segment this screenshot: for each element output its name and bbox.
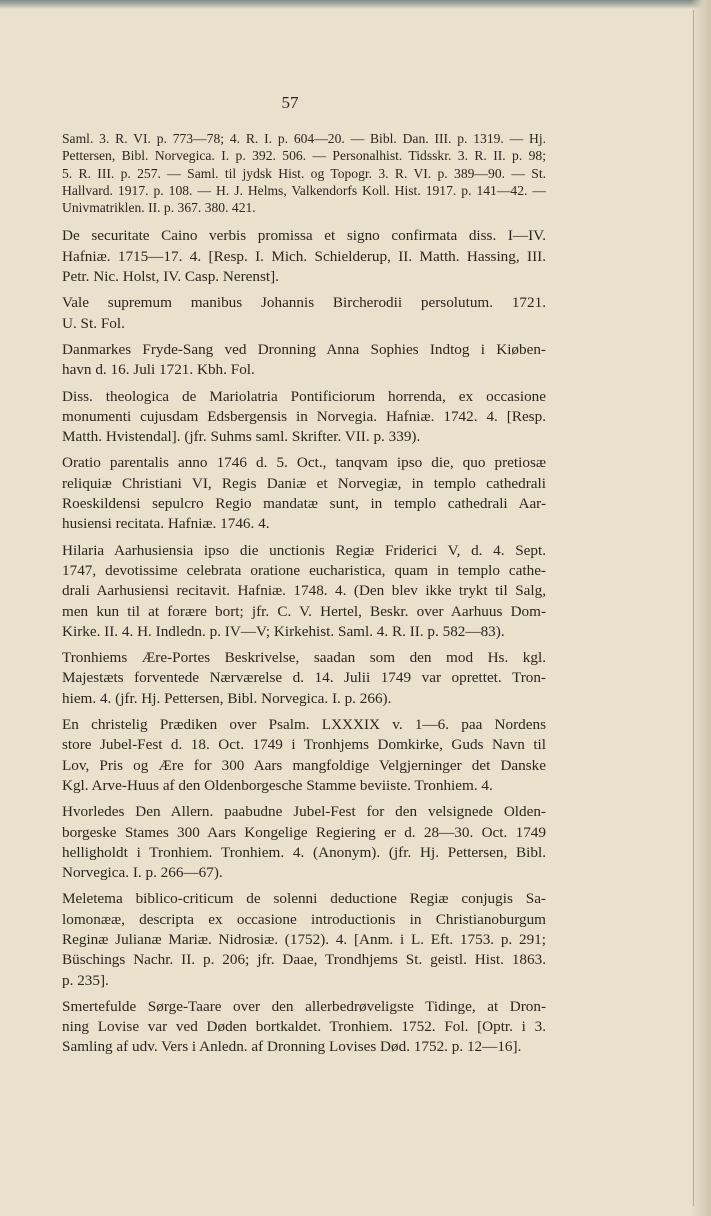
entry-line: Petr. Nic. Holst, IV. Casp. Nerenst]. <box>62 268 279 286</box>
bibliography-entry <box>62 997 546 1058</box>
page-fold-line <box>693 10 694 1206</box>
entry-line: p. 235]. <box>62 971 109 989</box>
reference-line: Univmatriklen. II. p. 367. 380. 421. <box>62 200 256 216</box>
entry-line: havn d. 16. Juli 1721. Kbh. Fol. <box>62 361 255 379</box>
bibliography-entry <box>62 802 546 883</box>
entry-line: husiensi recitata. Hafniæ. 1746. 4. <box>62 515 270 533</box>
page-top-edge <box>0 0 711 9</box>
entry-line: Tronhiems Ære-Portes Beskrivelse, saadan som den mod Hs. kgl. <box>62 649 546 667</box>
entry-line: helligholdt i Tronhiem. Tronhiem. 4. (Anonym). (jfr. Hj. Pettersen, Bibl. <box>62 843 546 861</box>
entry-line: store Jubel-Fest d. 18. Oct. 1749 i Tronhjems Domkirke, Guds Navn til <box>62 736 546 754</box>
references-paragraph <box>62 130 546 216</box>
entry-line: En christelig Prædiken over Psalm. LXXXIX v. 1—6. paa Nordens <box>62 716 546 734</box>
reference-line: 5. R. III. p. 257. — Saml. til jydsk Hist. og Topogr. 3. R. VI. p. 389—90. — St. <box>62 165 546 181</box>
entry-line: U. St. Fol. <box>62 314 125 332</box>
entry-line: Kirke. II. 4. H. Indledn. p. IV—V; Kirkehist. Saml. 4. R. II. p. 582—83). <box>62 622 505 640</box>
bibliography-text <box>62 130 546 1064</box>
entry-line: drali Aarhusiensi recitavit. Hafniæ. 1748. 4. (Den blev ikke trykt til Salg, <box>62 582 546 600</box>
entry-line: Majestæts forventede Nærværelse d. 14. Julii 1749 var oprettet. Tron- <box>62 669 546 687</box>
bibliography-entry <box>62 648 546 709</box>
entry-line: Hafniæ. 1715—17. 4. [Resp. I. Mich. Schielderup, II. Matth. Hassing, III. <box>62 247 546 265</box>
page-right-edge <box>691 0 711 1216</box>
entry-line: De securitate Caino verbis promissa et signo confirmata diss. I—IV. <box>62 227 546 245</box>
entry-line: hiem. 4. (jfr. Hj. Pettersen, Bibl. Norvegica. I. p. 266). <box>62 689 392 707</box>
entry-line: Roeskildensi sepulcro Regio mandatæ sunt, in templo cathedrali Aar- <box>62 495 546 513</box>
bibliography-entry <box>62 715 546 796</box>
entry-line: Smertefulde Sørge-Taare over den allerbedrøveligste Tidinge, at Dron- <box>62 997 546 1015</box>
entry-line: Büschings Nachr. II. p. 206; jfr. Daae, Trondhjems St. geistl. Hist. 1863. <box>62 951 546 969</box>
bibliography-entry <box>62 340 546 381</box>
bibliography-entry <box>62 453 546 534</box>
entry-line: 1747, devotissime celebrata oratione eucharistica, quam in templo cathe- <box>62 561 546 579</box>
entry-line: reliquiæ Christiani VI, Regis Daniæ et Norvegiæ, in templo cathedrali <box>62 474 546 492</box>
entry-line: Vale supremum manibus Johannis Bircherodii persolutum. 1721. <box>62 294 546 312</box>
entry-line: men kun til at forære bort; jfr. C. V. Hertel, Beskr. over Aarhuus Dom- <box>62 602 546 620</box>
bibliography-entry <box>62 293 546 334</box>
bibliography-entry <box>62 889 546 990</box>
entry-line: Danmarkes Fryde-Sang ved Dronning Anna Sophies Indtog i Kiøben- <box>62 340 546 358</box>
entry-line: monumenti cujusdam Edsbergensis in Norvegia. Hafniæ. 1742. 4. [Resp. <box>62 407 546 425</box>
entry-line: borgeske Stames 300 Aars Kongelige Regiering er d. 28—30. Oct. 1749 <box>62 823 546 841</box>
reference-line: Pettersen, Bibl. Norvegica. I. p. 392. 506. — Personalhist. Tidsskr. 3. R. II. p. 98; <box>62 148 546 164</box>
entry-line: lomonææ, descripta ex occasione introductionis in Christianoburgum <box>62 910 546 928</box>
reference-line: Saml. 3. R. VI. p. 773—78; 4. R. I. p. 604—20. — Bibl. Dan. III. p. 1319. — Hj. <box>62 131 546 146</box>
entry-line: Reginæ Julianæ Mariæ. Nidrosiæ. (1752). 4. [Anm. i L. Eft. 1753. p. 291; <box>62 930 546 948</box>
entry-line: Oratio parentalis anno 1746 d. 5. Oct., tanqvam ipso die, quo pretiosæ <box>62 454 546 472</box>
entry-line: Lov, Pris og Ære for 300 Aars mangfoldige Velgjerninger det Danske <box>62 756 546 774</box>
entry-line: Matth. Hvistendal]. (jfr. Suhms saml. Skrifter. VII. p. 339). <box>62 428 421 446</box>
entry-line: ning Lovise var ved Døden bortkaldet. Tronhiem. 1752. Fol. [Optr. i 3. <box>62 1018 546 1036</box>
entry-line: Meletema biblico-criticum de solenni deductione Regiæ conjugis Sa- <box>62 890 546 908</box>
reference-line: Hallvard. 1917. p. 108. — H. J. Helms, Valkendorfs Koll. Hist. 1917. p. 141—42. — <box>62 182 546 198</box>
entry-line: Kgl. Arve-Huus af den Oldenborgesche Stamme beviiste. Tronhiem. 4. <box>62 776 493 794</box>
entry-line: Samling af udv. Vers i Anledn. af Dronning Lovises Død. 1752. p. 12—16]. <box>62 1038 522 1056</box>
bibliography-entry <box>62 541 546 642</box>
page-number: 57 <box>281 93 299 112</box>
bibliography-entry <box>62 226 546 287</box>
bibliography-entry <box>62 387 546 448</box>
entry-line: Norvegica. I. p. 266—67). <box>62 864 223 882</box>
entry-line: Hilaria Aarhusiensia ipso die unctionis Regiæ Friderici V, d. 4. Sept. <box>62 541 546 559</box>
entry-line: Hvorledes Den Allern. paabudne Jubel-Fest for den velsignede Olden- <box>62 803 546 821</box>
entry-line: Diss. theologica de Mariolatria Pontificiorum horrenda, ex occasione <box>62 387 546 405</box>
